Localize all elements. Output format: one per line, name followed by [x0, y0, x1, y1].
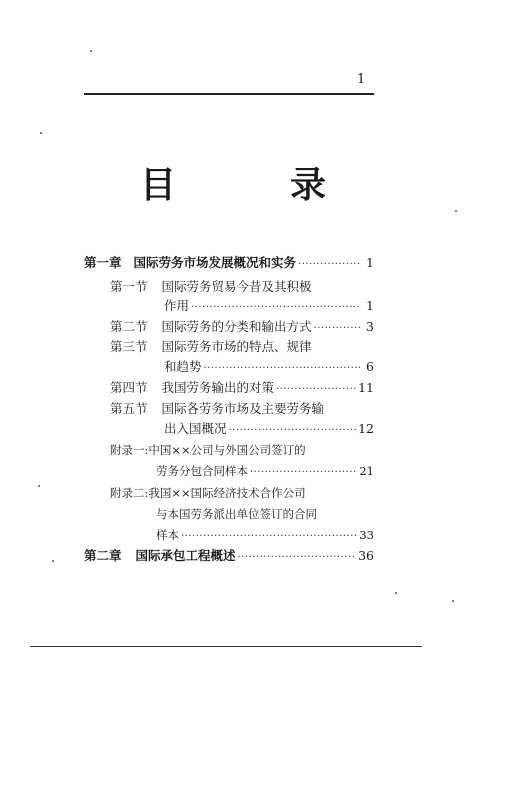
toc-page: 11 — [358, 380, 374, 395]
dot-leader — [298, 255, 360, 275]
toc-section-1-3-cont[interactable] — [84, 357, 374, 377]
toc-page: 21 — [359, 464, 374, 478]
toc-label: 第三节 — [110, 339, 148, 354]
toc-section-1-2[interactable] — [84, 317, 374, 337]
toc-title-cont: 劳务分包合同样本 — [156, 464, 248, 478]
toc-section-1-5-cont[interactable] — [84, 419, 374, 439]
toc-label: 附录二: — [110, 486, 149, 500]
toc-title: 国际劳务市场发展概况和实务 — [133, 255, 297, 270]
toc-title: 国际劳务贸易今昔及其积极 — [161, 279, 312, 294]
toc-title-mid: 与本国劳务派出单位签订的合同 — [156, 507, 317, 521]
toc-page: 3 — [366, 319, 374, 334]
title-char-lu: 录 — [290, 164, 327, 206]
toc-page: 12 — [358, 421, 374, 436]
scan-speck — [90, 50, 92, 52]
toc-title: 我国劳务输出的对策 — [161, 380, 275, 395]
scan-speck — [40, 132, 42, 134]
scan-speck — [38, 485, 40, 487]
scan-speck — [395, 592, 397, 594]
footer-rule — [30, 646, 422, 647]
toc-page: 33 — [359, 528, 374, 542]
toc-page: 1 — [366, 298, 374, 313]
dot-leader — [238, 548, 357, 568]
scan-speck — [455, 210, 457, 212]
toc-section-1-3[interactable] — [84, 337, 374, 357]
toc-section-1-5[interactable] — [84, 399, 374, 419]
toc-section-1-1[interactable] — [84, 277, 374, 297]
toc-chapter-2[interactable] — [84, 546, 374, 566]
toc-title: 国际劳务的分类和输出方式 — [161, 319, 312, 334]
toc-title: 国际劳务市场的特点、规律 — [161, 339, 312, 354]
toc-title: 我国××国际经济技术合作公司 — [148, 486, 306, 500]
toc-label: 第二章 — [84, 548, 122, 563]
title-char-mu: 目 — [140, 164, 177, 206]
toc-appendix-1-cont[interactable] — [84, 461, 374, 481]
toc-section-1-1-cont[interactable] — [84, 296, 374, 316]
toc-label: 第五节 — [110, 401, 148, 416]
dot-leader — [229, 421, 357, 441]
toc-section-1-4[interactable] — [84, 378, 374, 398]
toc-title: 国际承包工程概述 — [135, 548, 236, 563]
toc-title-cont: 和趋势 — [164, 359, 202, 374]
dot-leader — [314, 319, 360, 339]
dot-leader — [276, 380, 356, 400]
toc-label: 第四节 — [110, 380, 148, 395]
dot-leader — [191, 298, 360, 318]
toc-appendix-2[interactable] — [84, 483, 374, 503]
scan-speck — [52, 560, 54, 562]
toc-title: 中国××公司与外国公司签订的 — [148, 443, 306, 457]
toc-label: 第一章 — [84, 255, 122, 270]
toc-title-cont: 作用 — [164, 298, 190, 313]
toc-appendix-2-cont[interactable] — [84, 525, 374, 545]
toc-page: 6 — [366, 359, 374, 374]
toc-label: 第二节 — [110, 319, 148, 334]
toc-page: 36 — [358, 548, 374, 563]
dot-leader — [204, 359, 360, 379]
dot-leader — [181, 527, 357, 547]
toc-page: 1 — [366, 255, 374, 270]
toc-label: 附录一: — [110, 443, 149, 457]
toc-title: 国际各劳务市场及主要劳务输 — [161, 401, 325, 416]
toc-title-cont: 样本 — [156, 528, 179, 542]
scan-speck — [452, 600, 454, 602]
header-rule — [84, 93, 374, 95]
toc-appendix-2-mid[interactable] — [84, 504, 374, 524]
toc-title-cont: 出入国概况 — [164, 421, 227, 436]
page-number: 1 — [357, 72, 366, 87]
toc-label: 第一节 — [110, 279, 148, 294]
toc-appendix-1[interactable] — [84, 440, 374, 460]
toc-chapter-1[interactable] — [84, 253, 374, 273]
dot-leader — [250, 463, 357, 483]
